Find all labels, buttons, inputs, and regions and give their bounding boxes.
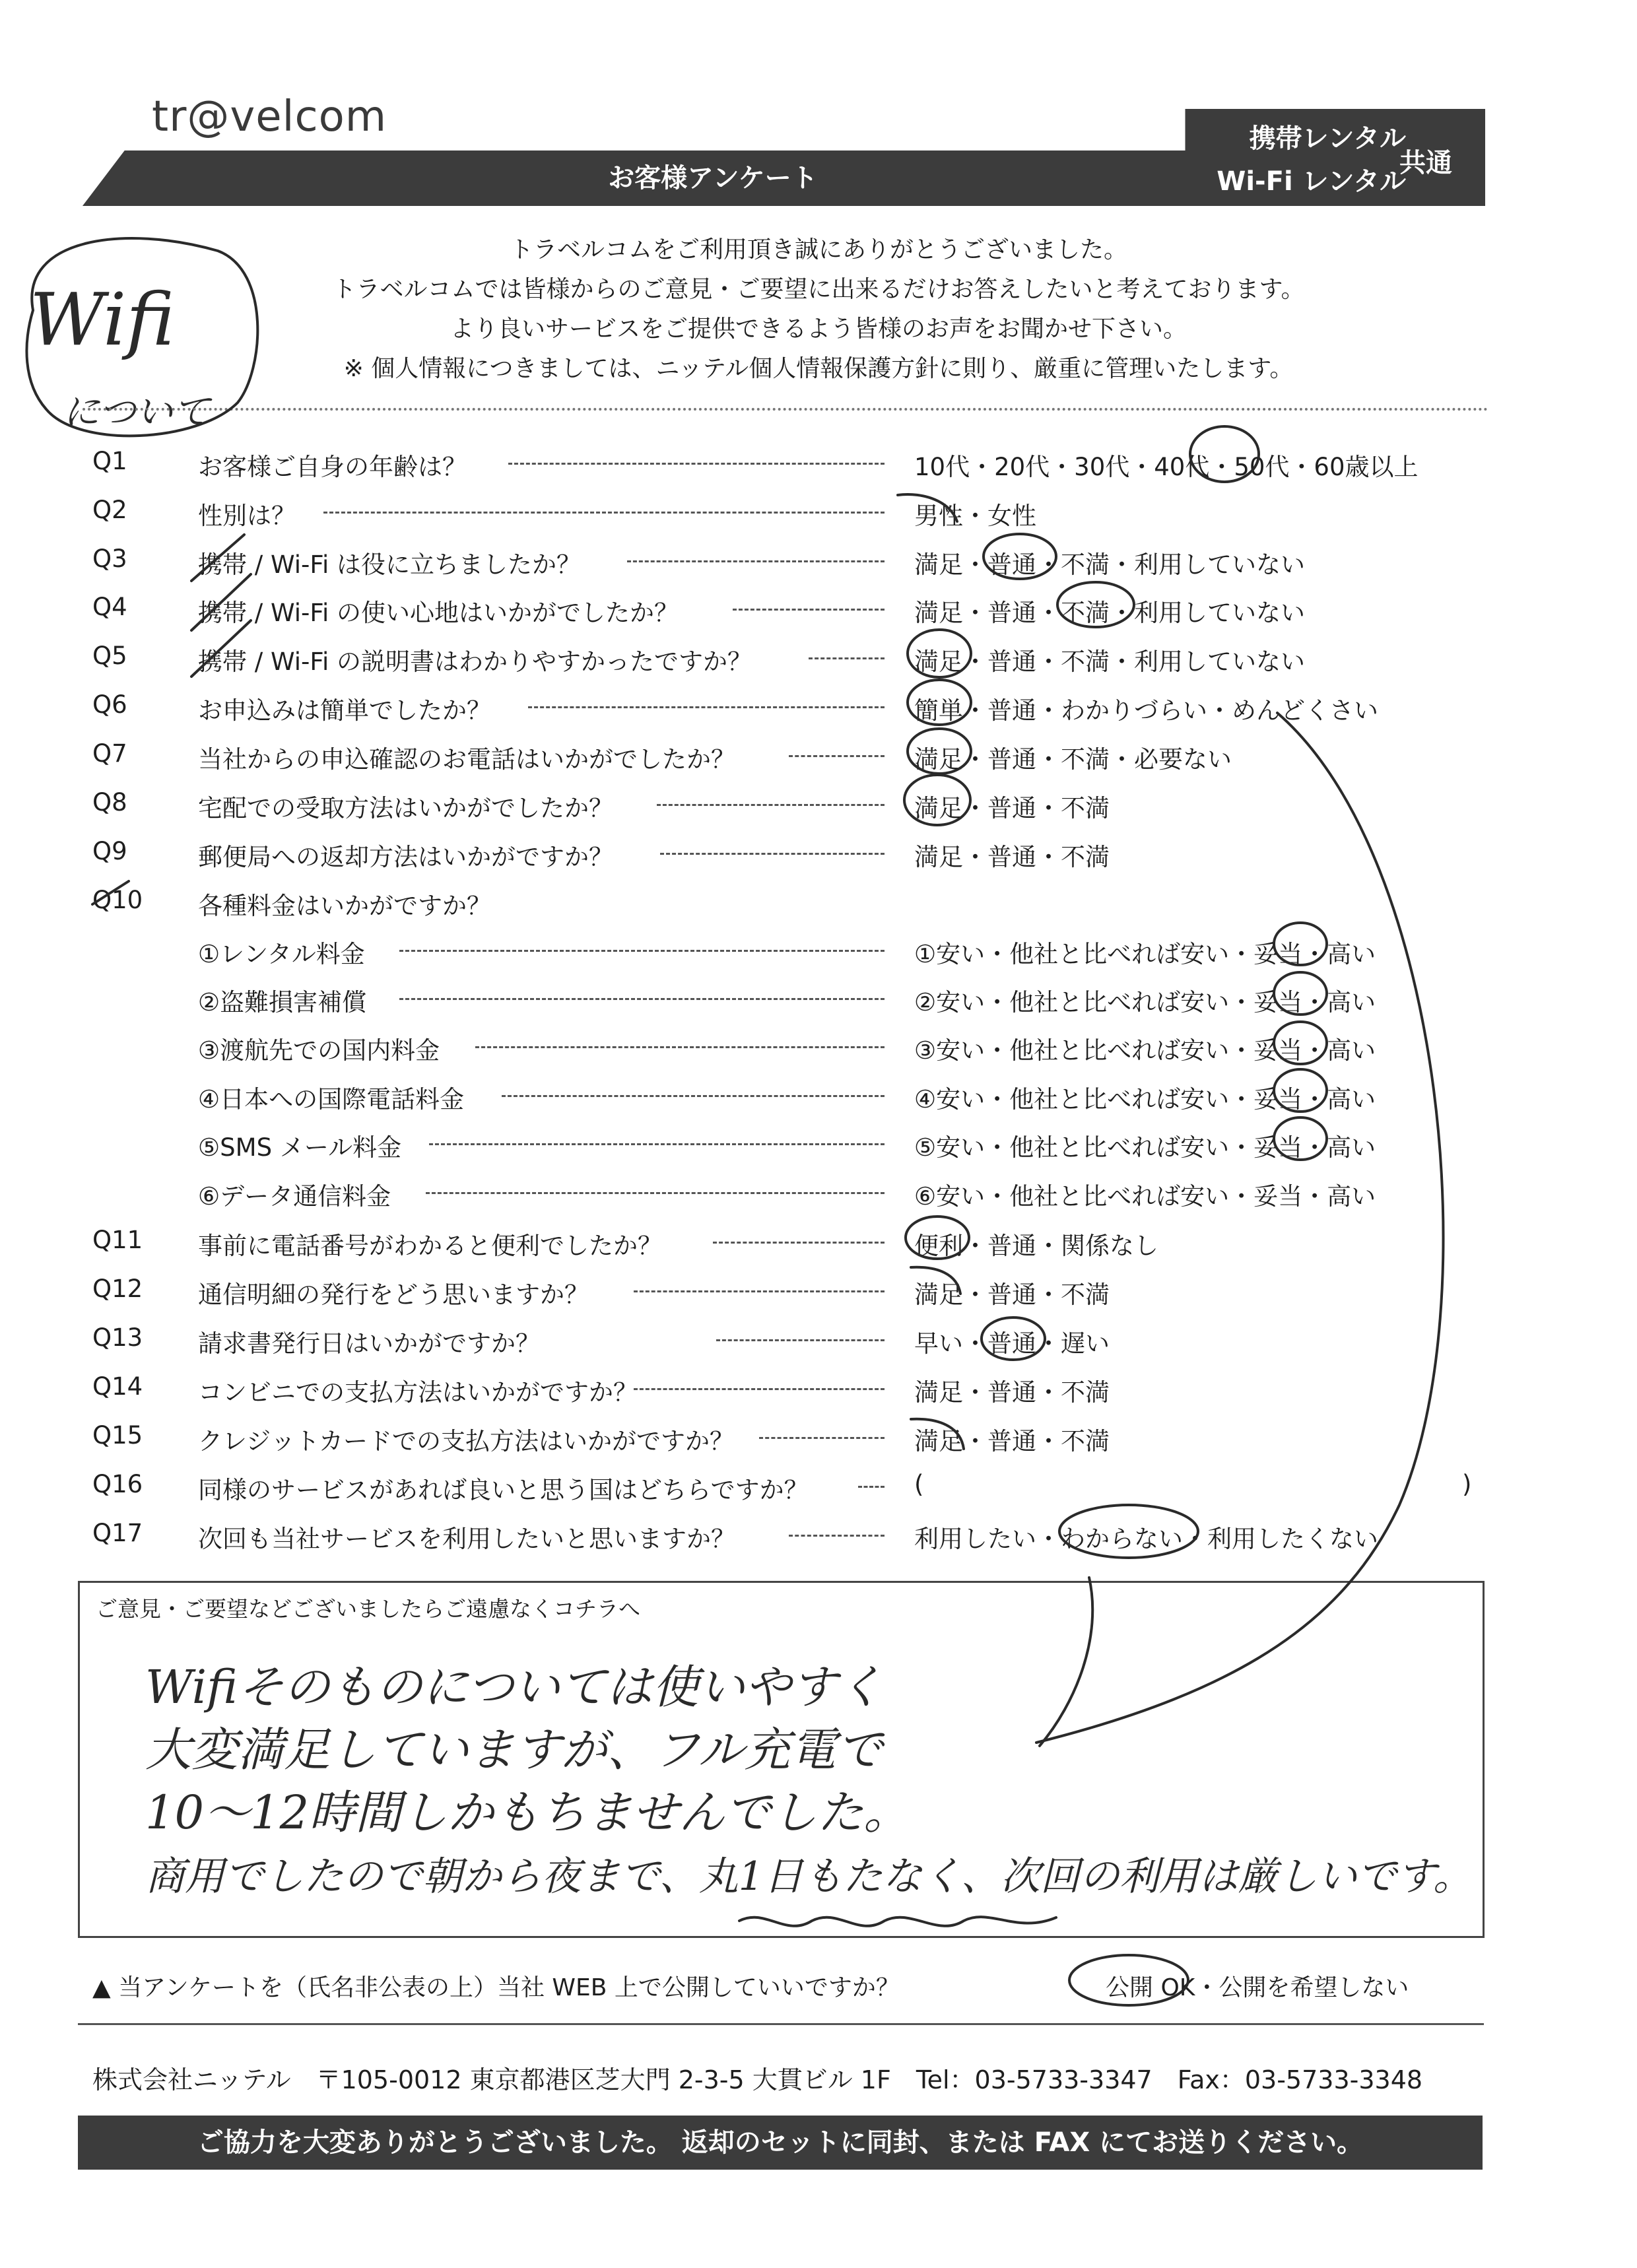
question-text: 郵便局への返却方法はいかがですか？: [198, 843, 613, 871]
answer-check: [911, 1267, 960, 1294]
question-number: Q8: [92, 788, 127, 817]
company-info: 株式会社ニッテル 〒105-0012 東京都港区芝大門 2-3-5 大貫ビル 1F Tel：03-5733-3347 Fax：03-5733-3348: [92, 2065, 1423, 2094]
margin-note-bubble: [26, 238, 257, 436]
answer-options: 簡単・普通・わかりづらい・めんどくさい: [914, 696, 1378, 725]
question-text: 通信明細の発行をどう思いますか？: [198, 1281, 589, 1309]
tag-mobile-rental: 携帯レンタル: [1249, 123, 1406, 154]
answer-circle: [908, 729, 971, 774]
question-number: Q1: [92, 447, 127, 475]
answer-options: ⑥安い・他社と比べれば安い・妥当・高い: [914, 1182, 1376, 1211]
answer-circle: [1057, 582, 1134, 627]
question-number: Q7: [92, 739, 127, 768]
answer-circle: [904, 775, 970, 825]
answer-options: 男性・女性: [914, 502, 1036, 530]
q16-close-paren: ): [1462, 1470, 1472, 1498]
question-text: 次回も当社サービスを利用したいと思いますか？: [198, 1525, 735, 1553]
sub-question-text: ③渡航先での国内料金: [198, 1036, 440, 1065]
question-number: Q13: [92, 1323, 143, 1352]
sub-question-text: ②盗難損害補償: [198, 988, 367, 1017]
handwritten-comment-line: 大変満足していますが、フル充電で: [145, 1723, 883, 1777]
answer-options: 早い・普通・遅い: [914, 1329, 1110, 1358]
answer-options: 利用したい・わからない・利用したくない: [914, 1525, 1378, 1553]
answer-circle: [982, 1317, 1045, 1360]
handwritten-comment-line: 商用でしたので朝から夜まで、丸1日もたなく、次回の利用は厳しいです。: [145, 1853, 1473, 1900]
question-text: 同様のサービスがあれば良いと思う国はどちらですか？: [198, 1476, 809, 1504]
answer-options: 便利・普通・関係なし: [914, 1232, 1158, 1260]
strike-mark: [191, 620, 251, 677]
handwritten-comment-line: Wifiそのものについては使いやすく: [145, 1660, 884, 1714]
answer-circle: [1190, 426, 1259, 482]
answer-options: ④安い・他社と比べれば安い・妥当・高い: [914, 1085, 1376, 1114]
answer-circle: [984, 534, 1056, 579]
answer-circle: [1274, 1117, 1327, 1160]
question-text: 事前に電話番号がわかると便利でしたか？: [198, 1232, 662, 1260]
answer-circle: [1059, 1505, 1198, 1558]
tag-wifi-rental: Wi-Fi レンタル: [1217, 166, 1406, 197]
question-text: 性別は？: [198, 502, 296, 530]
question-number: Q14: [92, 1372, 143, 1401]
question-text: 宅配での受取方法はいかがでしたか？: [198, 794, 613, 822]
question-number: Q16: [92, 1470, 143, 1498]
company-logo: tr@velcom: [152, 92, 387, 141]
question-number: Q15: [92, 1421, 143, 1450]
question-text: 当社からの申込確認のお電話はいかがでしたか？: [198, 745, 735, 774]
answer-options: 10代・20代・30代・40代・50代・60歳以上: [914, 453, 1419, 481]
answer-circle: [908, 630, 971, 677]
answer-circle: [1274, 923, 1327, 965]
question-number: Q3: [92, 545, 127, 573]
sub-question-text: ⑥データ通信料金: [198, 1182, 391, 1211]
answer-options: 満足・普通・不満・必要ない: [914, 745, 1232, 774]
strike-mark: [191, 535, 244, 581]
question-text: 携帯 / Wi-Fi は役に立ちましたか？: [198, 550, 582, 579]
publish-answer: 公開 OK・公開を希望しない: [1106, 1974, 1409, 2001]
question-number: Q6: [92, 690, 127, 719]
answer-options: ⑤安い・他社と比べれば安い・妥当・高い: [914, 1133, 1376, 1162]
answer-options: 満足・普通・不満・利用していない: [914, 550, 1305, 579]
arrow-curve: [1036, 713, 1444, 1743]
answer-circle: [1274, 972, 1327, 1015]
answer-options: 満足・普通・不満: [914, 1281, 1110, 1309]
question-number: Q2: [92, 496, 127, 524]
question-text: 請求書発行日はいかがですか？: [198, 1329, 540, 1358]
intro-line: トラベルコムをご利用頂き誠にありがとうございました。: [509, 236, 1127, 263]
comment-label: ご意見・ご要望などございましたらご遠慮なくコチラへ: [96, 1596, 640, 1622]
answer-options: 満足・普通・不満: [914, 1427, 1110, 1455]
question-number: Q5: [92, 642, 127, 670]
publish-question: ▲ 当アンケートを（氏名非公表の上）当社 WEB 上で公開していいですか？: [92, 1974, 900, 2001]
answer-circle: [908, 680, 971, 725]
question-number: Q11: [92, 1226, 143, 1254]
answer-options: 満足・普通・不満・利用していない: [914, 599, 1305, 627]
question-text: コンビニでの支払方法はいかがですか？: [198, 1378, 638, 1407]
tag-common: 共通: [1399, 148, 1452, 178]
answer-check: [911, 1419, 964, 1449]
answer-options: 満足・普通・不満・利用していない: [914, 648, 1305, 676]
answer-circle: [1274, 1022, 1327, 1064]
strike-mark: [191, 574, 251, 630]
answer-options: 満足・普通・不満: [914, 843, 1110, 871]
handwritten-comment-line: 10〜12時間しかもちませんでした。: [145, 1785, 910, 1840]
question-number: Q17: [92, 1519, 143, 1547]
handwritten-wifi: Wifi: [30, 277, 175, 362]
answer-options: 満足・普通・不満: [914, 1378, 1110, 1407]
answer-options: ②安い・他社と比べれば安い・妥当・高い: [914, 988, 1376, 1017]
question-text: クレジットカードでの支払方法はいかがですか？: [198, 1427, 734, 1455]
question-number: Q12: [92, 1275, 143, 1303]
question-text: お客様ご自身の年齢は？: [198, 453, 467, 481]
question-text: 各種料金はいかがですか？: [198, 892, 491, 920]
question-text: 携帯 / Wi-Fi の説明書はわかりやすかったですか？: [198, 648, 752, 676]
question-text: お申込みは簡単でしたか？: [198, 696, 491, 725]
handwritten-about: について: [63, 391, 210, 434]
answer-options: ③安い・他社と比べれば安い・妥当・高い: [914, 1036, 1376, 1065]
intro-line: ※ 個人情報につきましては、ニッテル個人情報保護方針に則り、厳重に管理いたします。: [343, 355, 1294, 382]
footer-message: ご協力を大変ありがとうございました。 返却のセットに同封、または FAX にてお送りください。: [197, 2127, 1364, 2158]
wavy-underline: [739, 1917, 1056, 1926]
question-text: 携帯 / Wi-Fi の使い心地はいかがでしたか？: [198, 599, 679, 627]
sub-question-text: ④日本への国際電話料金: [198, 1085, 465, 1114]
answer-options: ①安い・他社と比べれば安い・妥当・高い: [914, 940, 1376, 968]
answer-options: 満足・普通・不満: [914, 794, 1110, 822]
sub-question-text: ⑤SMS メール料金: [198, 1133, 402, 1162]
question-number: Q9: [92, 837, 127, 865]
sub-question-text: ①レンタル料金: [198, 940, 365, 968]
answer-options: (: [914, 1470, 924, 1498]
intro-line: トラベルコムでは皆様からのご意見・ご要望に出来るだけお答えしたいと考えております。: [332, 276, 1305, 303]
answer-check: [898, 494, 957, 521]
arrow-curve: [1040, 1578, 1092, 1746]
answer-circle: [1274, 1069, 1327, 1112]
intro-line: より良いサービスをご提供できるよう皆様のお声をお聞かせ下さい。: [450, 316, 1187, 343]
answer-circle: [906, 1217, 969, 1259]
question-number: Q4: [92, 593, 127, 621]
question-number: Q10: [92, 886, 143, 914]
strike-mark: [92, 881, 129, 904]
answer-circle: [1069, 1955, 1188, 2005]
survey-title: お客様アンケート: [608, 163, 818, 193]
